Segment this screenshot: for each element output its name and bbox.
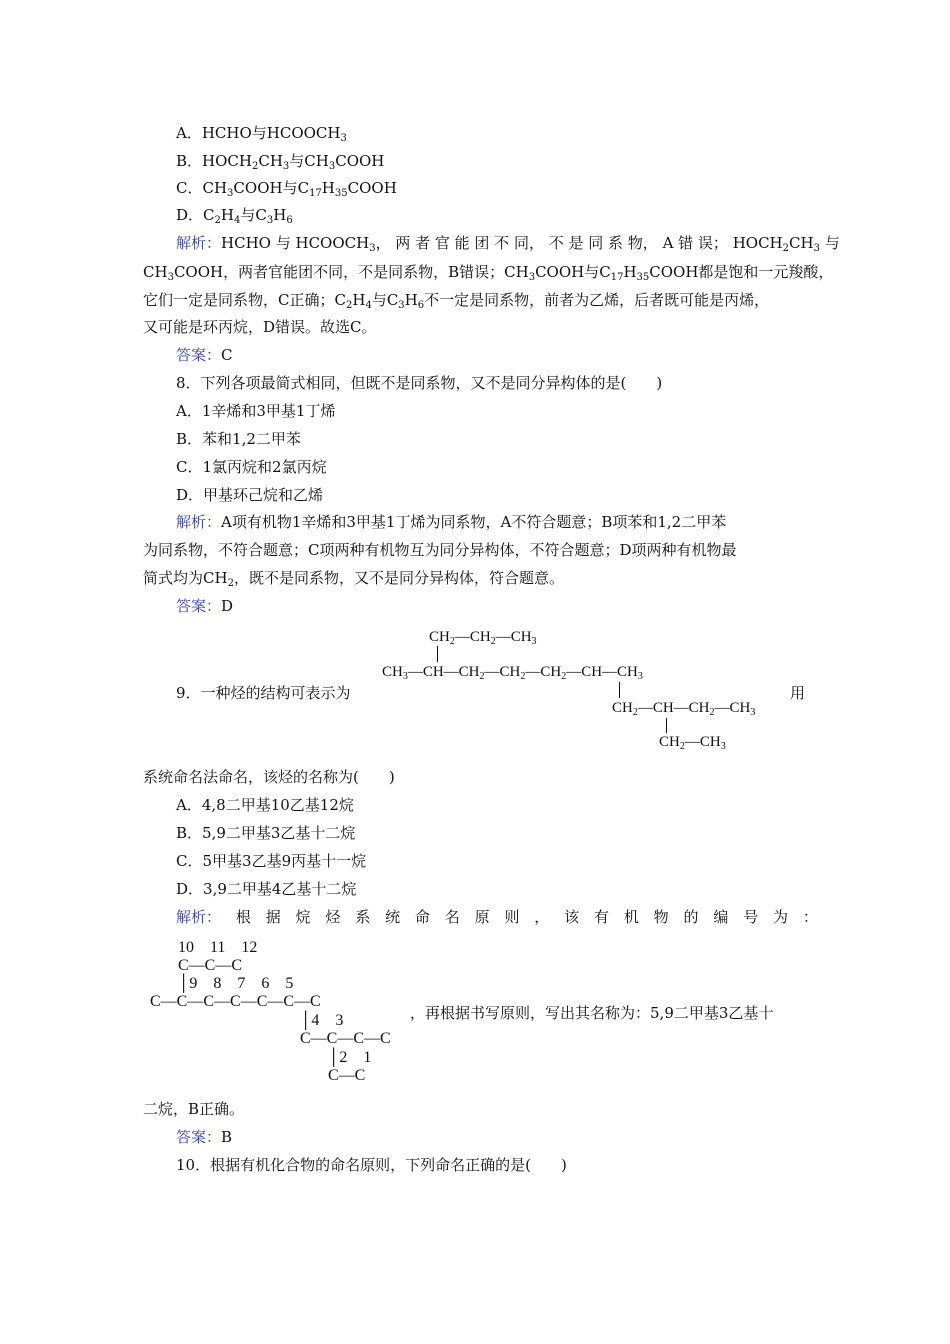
numbering-row-3: │9 8 7 6 5 (178, 975, 294, 992)
numbering-row-2: C—C—C (178, 957, 243, 974)
q8-answer: 答案：D (176, 597, 234, 615)
q9-stem-suffix: 用 (790, 684, 806, 702)
structure-row-4: $CH_2—CH_3$ (659, 734, 726, 752)
q7-analysis-line-2: $CH_3COOH$，两者官能团不同，不是同系物，B错误；$CH_3COOH$与$C_{17}H_{35}COOH$都是饱和一元羧酸， (143, 263, 834, 283)
q7-answer: 答案：C (176, 346, 233, 364)
numbering-row-7: │2 1 (328, 1049, 372, 1066)
structure-row-2: $CH_3—CH—CH_2—CH_2—CH_2—CH—CH_3$ (382, 664, 643, 682)
q9-stem-prefix: 9．一种烃的结构可表示为 (176, 684, 351, 702)
q8-option-b: B．苯和1,2二甲苯 (176, 430, 301, 448)
q9-answer: 答案：B (176, 1128, 233, 1146)
q8-stem: 8．下列各项最简式相同，但既不是同系物，又不是同分异构体的是( ) (176, 374, 663, 392)
q9-analysis-end: 二烷，B正确。 (143, 1100, 245, 1118)
q7-option-a: A．HCHO与$HCOOCH_3$ (176, 124, 347, 144)
q8-option-c: C．1氯丙烷和2氯丙烷 (176, 458, 327, 476)
q7-option-b: B．$HOCH_2CH_3$与$CH_3COOH$ (176, 152, 385, 172)
q8-analysis-line-3: 简式均为$CH_2$，既不是同系物，又不是同分异构体，符合题意。 (143, 569, 564, 589)
q9-analysis-continued: ，再根据书写原则，写出其名称为：5,9二甲基3乙基十 (410, 1004, 774, 1022)
q7-option-d: D．$C_2H_4$与$C_3H_6$ (176, 206, 293, 226)
q9-option-d: D．3,9二甲基4乙基十二烷 (176, 880, 357, 898)
q8-analysis-line-1: 解析：A项有机物1辛烯和3甲基1丁烯为同系物，A不符合题意；B项苯和1,2二甲苯 (176, 513, 727, 531)
numbering-row-5: │4 3 (300, 1012, 344, 1029)
q9-stem-line-2: 系统命名法命名，该烃的名称为( ) (143, 768, 395, 786)
numbering-row-6: C—C—C—C (300, 1030, 391, 1047)
numbering-row-8: C—C (328, 1067, 366, 1084)
q7-analysis-line-1: 解析：HCHO 与 $HCOOCH_3$， 两 者 官 能 团 不 同， 不 是 同 系 物， A 错 误； $HOCH_2CH_3$ 与 (176, 234, 840, 254)
q8-option-a: A．1辛烯和3甲基1丁烯 (176, 402, 336, 420)
q8-option-d: D．甲基环己烷和乙烯 (176, 486, 324, 504)
q9-option-b: B．5,9二甲基3乙基十二烷 (176, 824, 356, 842)
numbering-row-4: C—C—C—C—C—C—C (150, 993, 321, 1010)
q8-analysis-line-2: 为同系物，不符合题意；C项两种有机物互为同分异构体，不符合题意；D项两种有机物最 (143, 541, 737, 559)
numbering-row-1: 10 11 12 (178, 939, 258, 956)
q9-analysis-line-1: 解析： 根 据 烷 烃 系 统 命 名 原 则 ， 该 有 机 物 的 编 号 为 ： (176, 908, 818, 926)
q9-option-c: C．5甲基3乙基9丙基十一烷 (176, 852, 367, 870)
q7-option-c: C．$CH_3COOH$与$C_{17}H_{35}COOH$ (176, 179, 397, 199)
q9-carbon-numbering-diagram (150, 937, 410, 1087)
q7-analysis-line-4: 又可能是环丙烷，D错误。故选C。 (143, 318, 377, 336)
q9-option-a: A．4,8二甲基10乙基12烷 (176, 796, 354, 814)
q10-stem: 10．根据有机化合物的命名原则，下列命名正确的是( ) (176, 1156, 567, 1174)
q9-structural-formula (382, 626, 782, 756)
structure-row-1: $CH_2—CH_2—CH_3$ (429, 629, 537, 647)
q7-analysis-line-3: 它们一定是同系物，C正确；$C_2H_4$与$C_3H_6$不一定是同系物，前者为乙烯，后者既可能是丙烯， (143, 291, 770, 311)
structure-row-3: $CH_2—CH—CH_2—CH_3$ (612, 700, 756, 718)
